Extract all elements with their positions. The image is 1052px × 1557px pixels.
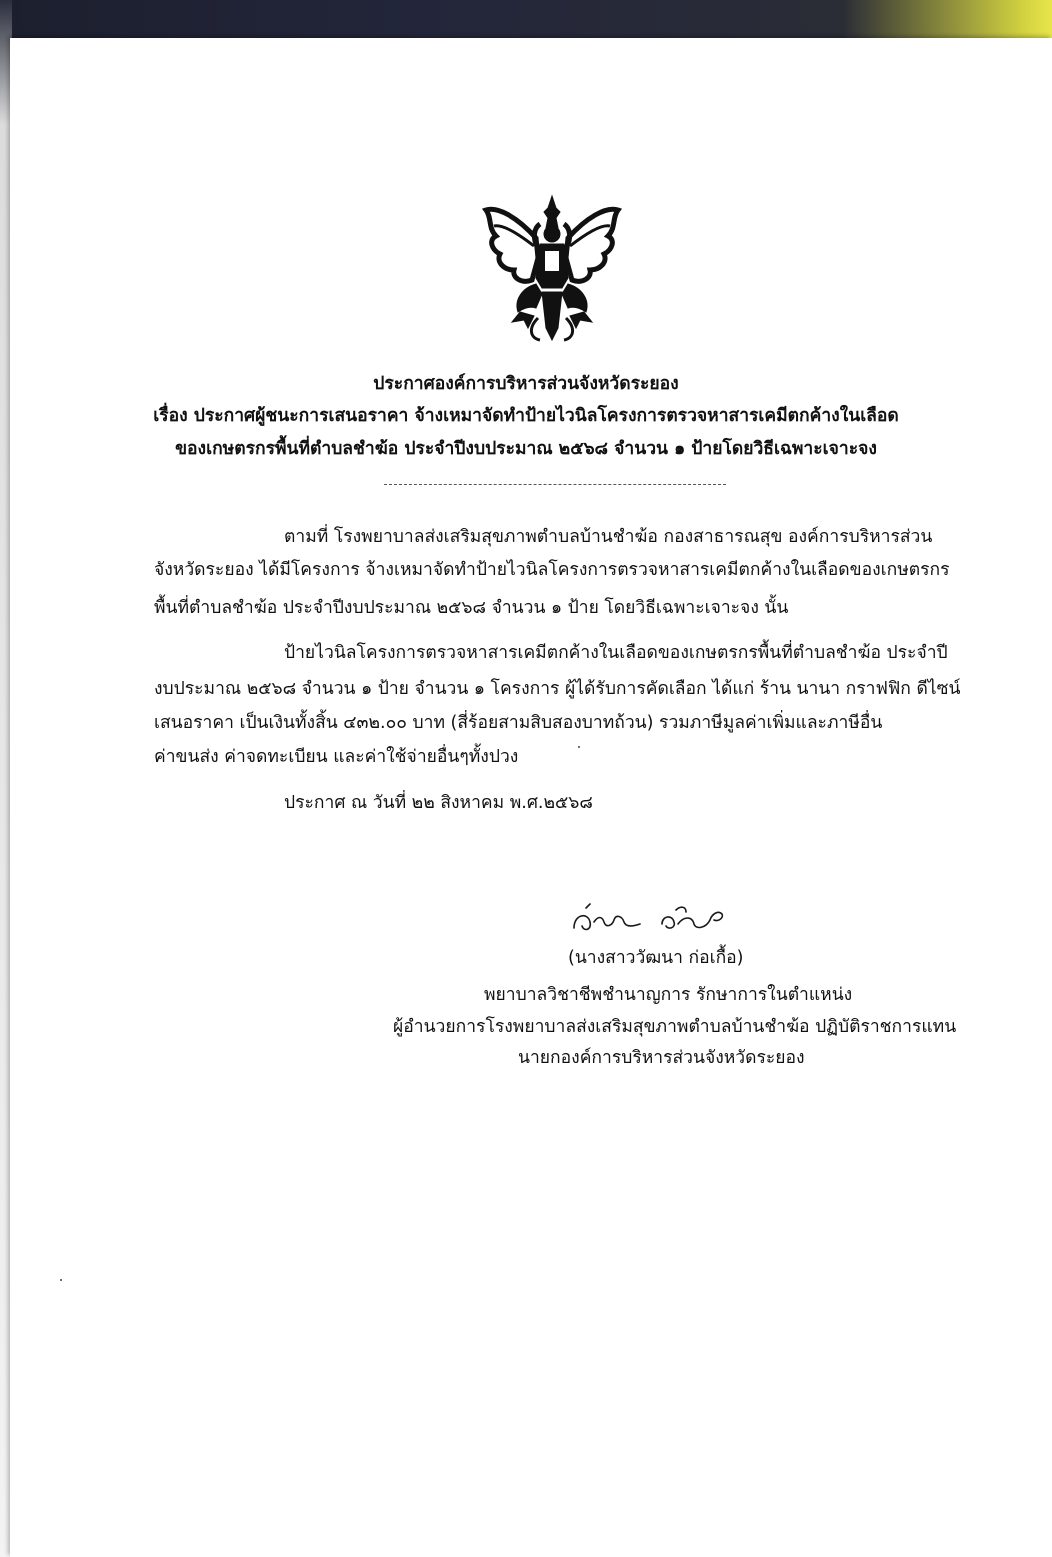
- subject-line-2: ของเกษตรกรพื้นที่ตำบลชำฆ้อ ประจำปีงบประมาณ ๒๕๖๘ จำนวน ๑ ป้ายโดยวิธีเฉพาะเจาะจง: [175, 439, 877, 459]
- scan-speck: [578, 746, 580, 748]
- header-separator: [384, 484, 726, 485]
- scan-speck: [60, 1279, 62, 1281]
- para2-line3: เสนอราคา เป็นเงินทั้งสิ้น ๔๓๒.๐๐ บาท (สี่ร้อยสามสิบสองบาทถ้วน) รวมภาษีมูลค่าเพิ่มและภาษีอื่น: [154, 713, 883, 733]
- signer-position: พยาบาลวิชาชีพชำนาญการ รักษาการในตำแหน่ง: [484, 985, 853, 1005]
- signer-authority: นายกองค์การบริหารส่วนจังหวัดระยอง: [518, 1048, 805, 1068]
- signer-acting-for: ผู้อำนวยการโรงพยาบาลส่งเสริมสุขภาพตำบลบ้านชำฆ้อ ปฏิบัติราชการแทน: [393, 1017, 957, 1037]
- para2-line1: ป้ายไวนิลโครงการตรวจหาสารเคมีตกค้างในเลือดของเกษตรกรพื้นที่ตำบลชำฆ้อ ประจำปี: [284, 643, 948, 663]
- announcement-title: ประกาศองค์การบริหารส่วนจังหวัดระยอง: [373, 374, 679, 394]
- scanner-background-top: [0, 0, 1052, 40]
- para2-line4: ค่าขนส่ง ค่าจดทะเบียน และค่าใช้จ่ายอื่นๆทั้งปวง: [154, 747, 519, 767]
- para1-line1: ตามที่ โรงพยาบาลส่งเสริมสุขภาพตำบลบ้านชำฆ้อ กองสาธารณสุข องค์การบริหารส่วน: [284, 527, 933, 547]
- para2-line2: งบประมาณ ๒๕๖๘ จำนวน ๑ ป้าย จำนวน ๑ โครงการ ผู้ได้รับการคัดเลือก ได้แก่ ร้าน นานา กราฟฟิก ดีไซน์: [154, 679, 961, 699]
- para1-line3: พื้นที่ตำบลชำฆ้อ ประจำปีงบประมาณ ๒๕๖๘ จำนวน ๑ ป้าย โดยวิธีเฉพาะเจาะจง นั้น: [154, 598, 789, 618]
- para1-line2: จังหวัดระยอง ได้มีโครงการ จ้างเหมาจัดทำป้ายไวนิลโครงการตรวจหาสารเคมีตกค้างในเลือดของเกษตรกร: [154, 560, 950, 580]
- signer-name: (นางสาววัฒนา ก่อเกื้อ): [568, 948, 744, 968]
- handwritten-signature: [568, 900, 738, 940]
- announcement-date: ประกาศ ณ วันที่ ๒๒ สิงหาคม พ.ศ.๒๕๖๘: [284, 793, 593, 813]
- garuda-emblem-icon: [478, 188, 626, 348]
- subject-line-1: เรื่อง ประกาศผู้ชนะการเสนอราคา จ้างเหมาจัดทำป้ายไวนิลโครงการตรวจหาสารเคมีตกค้างในเลือด: [153, 406, 899, 426]
